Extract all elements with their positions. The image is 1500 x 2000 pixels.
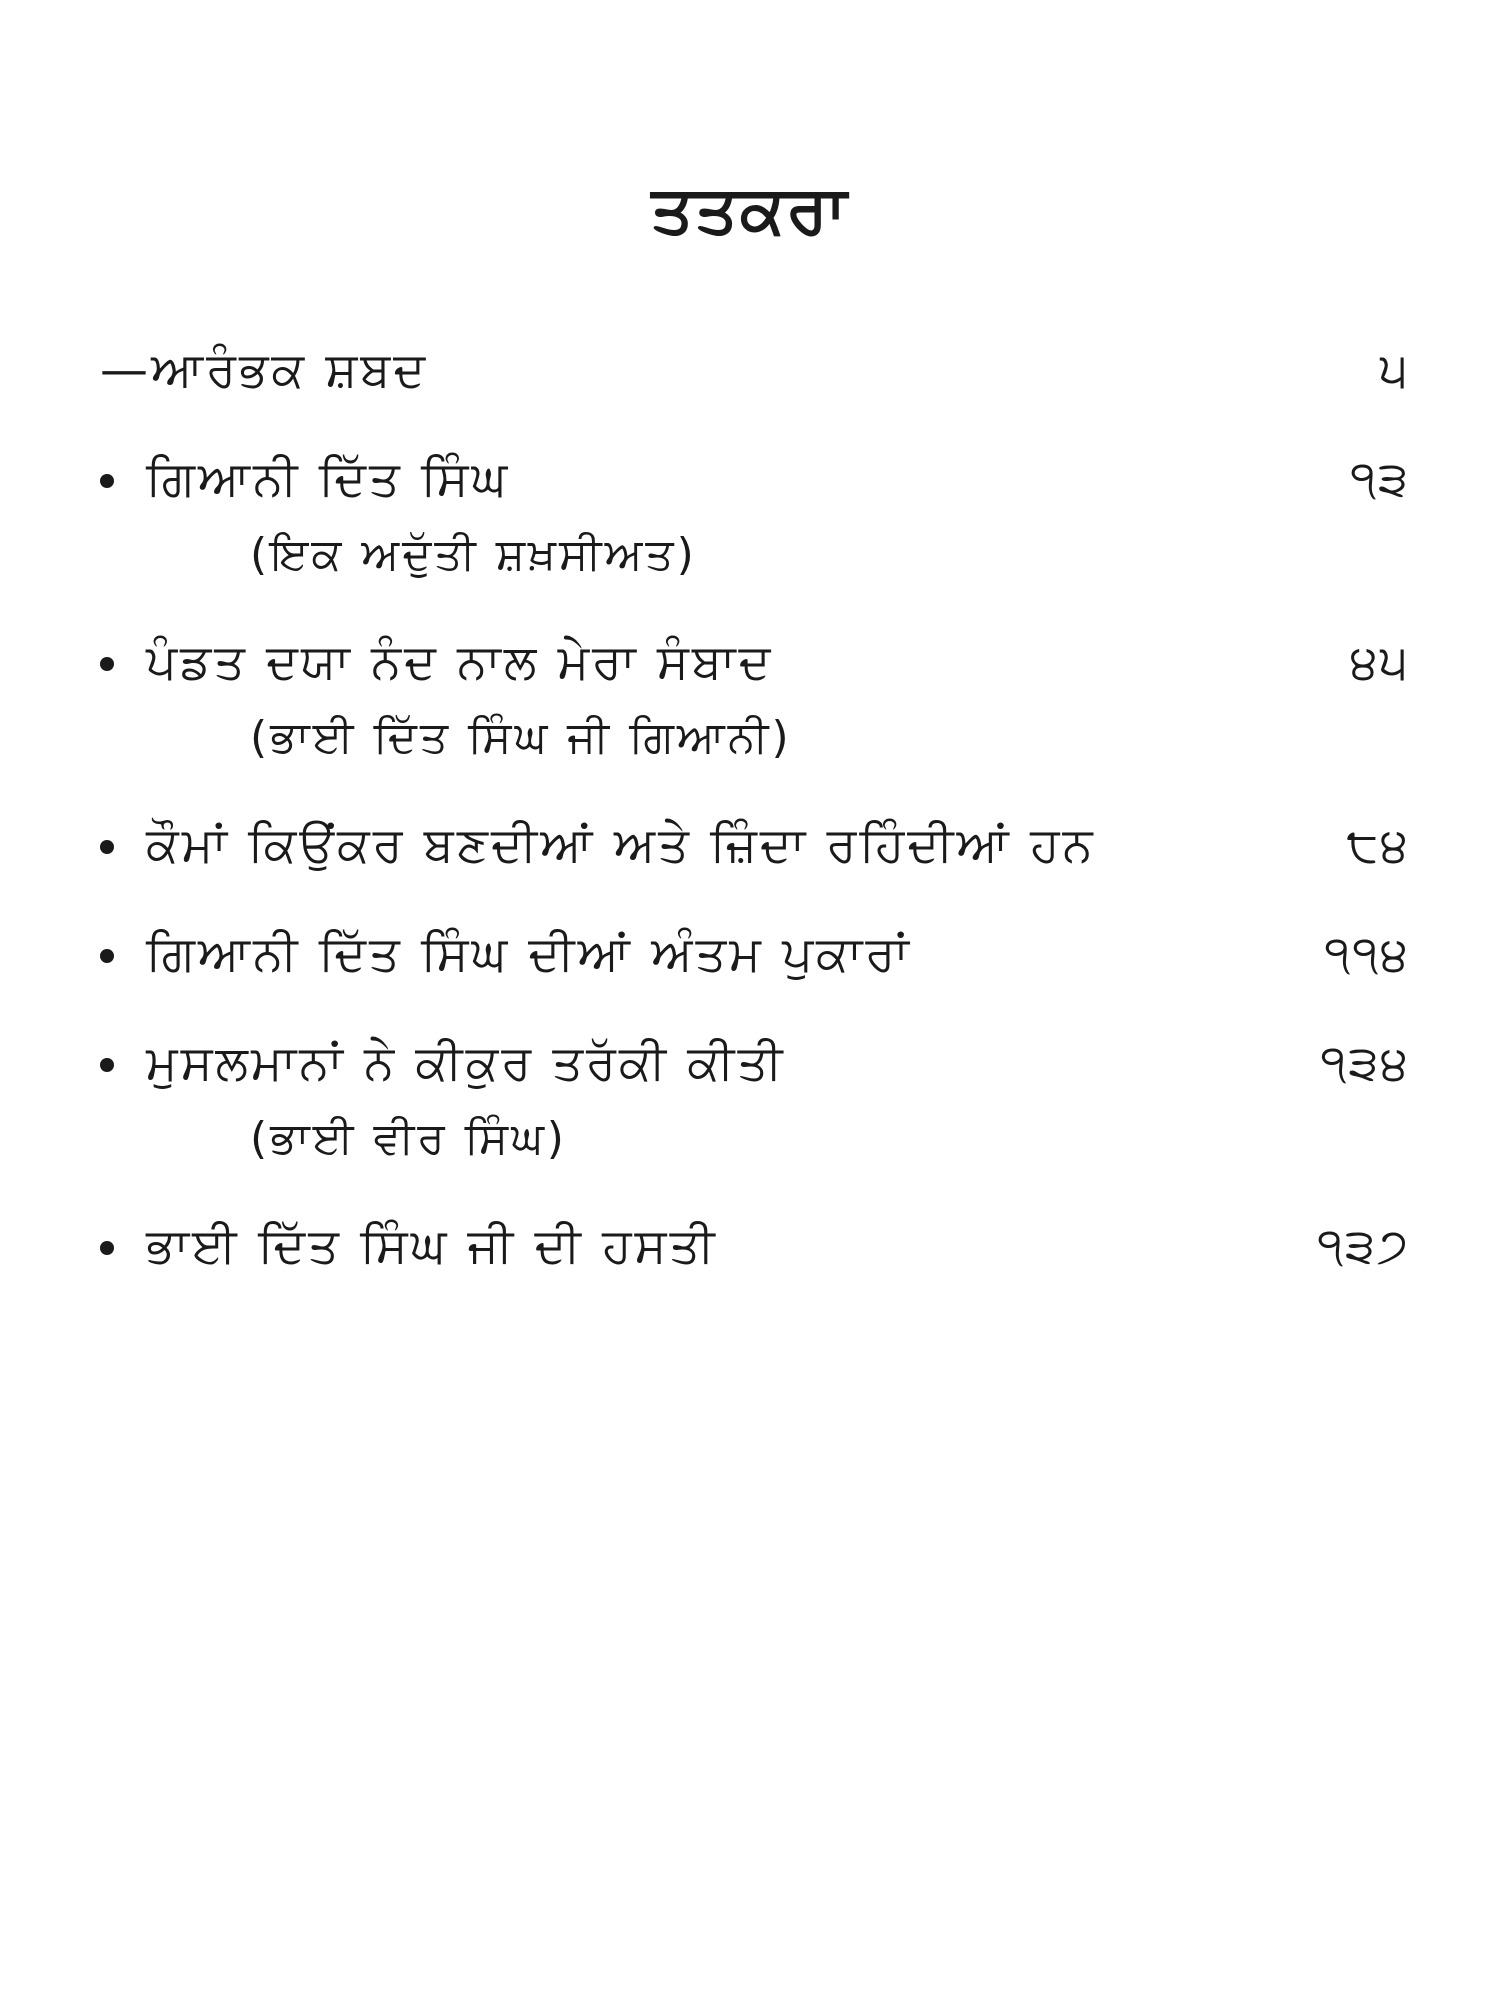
toc-entry — [100, 810, 1410, 880]
toc-entry-title: ਕੌਮਾਂ ਕਿਉਂਕਰ ਬਣਦੀਆਂ ਅਤੇ ਜ਼ਿੰਦਾ ਰਹਿੰਦੀਆਂ ਹਨ — [146, 817, 1096, 873]
toc-entry-title: ਗਿਆਨੀ ਦਿੱਤ ਸਿੰਘ ਦੀਆਂ ਅੰਤਮ ਪੁਕਾਰਾਂ — [146, 926, 912, 982]
toc-entry — [100, 335, 1410, 405]
bullet-icon — [100, 840, 114, 854]
bullet-icon — [100, 1241, 114, 1255]
toc-entry-page-number: ੮੪ — [1346, 817, 1410, 873]
bullet-icon — [100, 474, 114, 488]
toc-entry-subtitle: (ਭਾਈ ਦਿੱਤ ਸਿੰਘ ਜੀ ਗਿਆਨੀ) — [250, 712, 792, 763]
bullet-icon — [100, 1058, 114, 1072]
toc-entry-page-number: ੧੩੪ — [1320, 1035, 1410, 1091]
toc-entry — [100, 919, 1410, 989]
toc-entry-subtitle: (ਇਕ ਅਦੁੱਤੀ ਸ਼ਖ਼ਸੀਅਤ) — [250, 529, 697, 580]
page-title: ਤਤਕਰਾ — [651, 171, 849, 248]
toc-entry-title: ਭਾਈ ਦਿੱਤ ਸਿੰਘ ਜੀ ਦੀ ਹਸਤੀ — [146, 1218, 718, 1274]
toc-entry-page-number: ੧੩੭ — [1317, 1218, 1410, 1274]
bullet-icon — [100, 949, 114, 963]
toc-entry-title: ਮੁਸਲਮਾਨਾਂ ਨੇ ਕੀਕੁਰ ਤਰੱਕੀ ਕੀਤੀ — [146, 1035, 786, 1091]
bullet-icon — [100, 657, 114, 671]
toc-entry — [100, 1211, 1410, 1281]
toc-entry-title: ਗਿਆਨੀ ਦਿੱਤ ਸਿੰਘ — [146, 451, 511, 507]
toc-entry-page-number: ੧੧੪ — [1324, 926, 1410, 982]
toc-entry-subtitle: (ਭਾਈ ਵੀਰ ਸਿੰਘ) — [250, 1113, 567, 1164]
toc-entry-page-number: ੫ — [1379, 342, 1410, 398]
toc-entry — [100, 444, 1410, 588]
toc-entry — [100, 1028, 1410, 1172]
toc-entry-page-number: ੧੩ — [1350, 451, 1410, 507]
toc-entry-page-number: ੪੫ — [1350, 634, 1410, 690]
toc-entry — [100, 627, 1410, 771]
toc-entry-title: ਪੰਡਤ ਦਯਾ ਨੰਦ ਨਾਲ ਮੇਰਾ ਸੰਬਾਦ — [146, 634, 774, 690]
table-of-contents — [100, 335, 1410, 1320]
toc-entry-title: —ਆਰੰਭਕ ਸ਼ਬਦ — [100, 342, 429, 398]
